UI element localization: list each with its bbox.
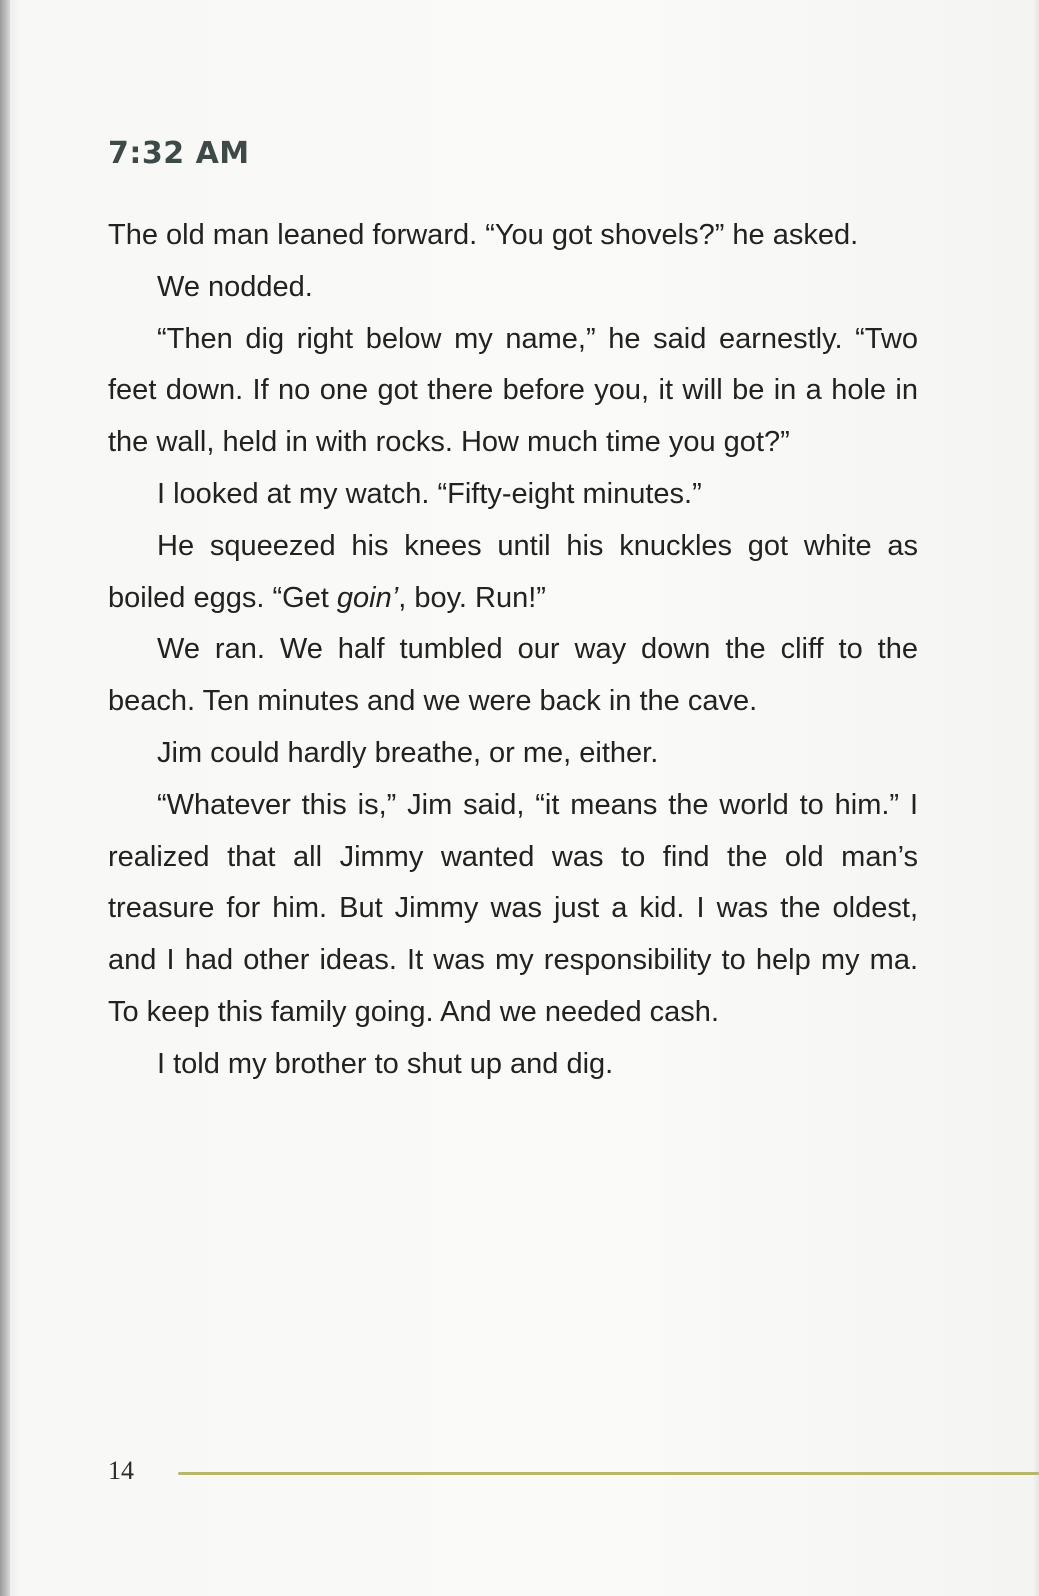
paragraph: “Then dig right below my name,” he said earnestly. “Two feet down. If no one got there before you, it will be in a hole in the wall, held in with rocks. How much time you got?” bbox=[108, 322, 918, 459]
chapter-time-heading: 7:32 AM bbox=[108, 136, 250, 171]
page-text bbox=[108, 210, 918, 1091]
paragraph-text: He squeezed his knees until his knuckles got white as boiled eggs. “Get bbox=[108, 529, 918, 614]
page-number: 14 bbox=[108, 1456, 134, 1485]
paragraph: “Whatever this is,” Jim said, “it means the world to him.” I realized that all Jimmy wanted was to find the old man’s treasure for him. But Jimmy was just a kid. I was the oldest, and I had other ideas. It was my responsibility to help my ma. To keep this family going. And we needed cash. bbox=[108, 788, 918, 1028]
paragraph: We nodded. bbox=[157, 270, 313, 303]
paragraph-text: , boy. Run!” bbox=[398, 581, 546, 614]
paragraph: I looked at my watch. “Fifty-eight minutes.” bbox=[157, 477, 702, 510]
paragraph: We ran. We half tumbled our way down the cliff to the beach. Ten minutes and we were back in the cave. bbox=[108, 633, 918, 718]
page-edge bbox=[1033, 0, 1039, 1596]
footer-rule bbox=[178, 1472, 1039, 1475]
page-binding-shadow bbox=[0, 0, 10, 1596]
paragraph bbox=[108, 521, 918, 625]
italic-text: goin’ bbox=[336, 581, 399, 614]
paragraph: I told my brother to shut up and dig. bbox=[157, 1047, 614, 1080]
paragraph: Jim could hardly breathe, or me, either. bbox=[157, 736, 659, 769]
paragraph: The old man leaned forward. “You got shovels?” he asked. bbox=[108, 219, 859, 251]
